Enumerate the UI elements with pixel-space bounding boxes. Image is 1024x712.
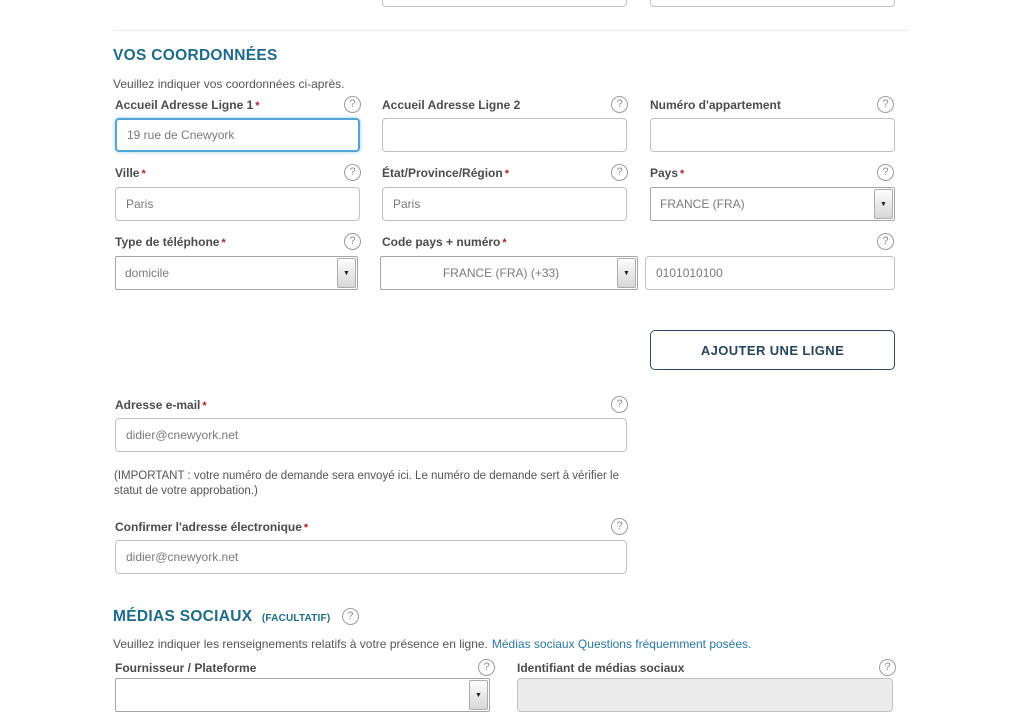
country-select[interactable] (650, 187, 895, 221)
required-asterisk: * (502, 237, 507, 249)
phone-country-code-value: FRANCE (FRA) (+33) (442, 266, 560, 280)
required-asterisk: * (255, 100, 260, 112)
email-input[interactable] (115, 418, 627, 452)
help-icon[interactable]: ? (879, 659, 896, 676)
help-icon[interactable]: ? (611, 164, 628, 181)
address2-label: Accueil Adresse Ligne 2 (382, 98, 521, 112)
help-icon[interactable]: ? (611, 518, 628, 535)
help-icon[interactable]: ? (344, 164, 361, 181)
social-provider-select-value (125, 679, 464, 711)
help-icon[interactable]: ? (342, 608, 359, 625)
required-asterisk: * (504, 168, 509, 180)
partial-input-top-right[interactable] (650, 0, 895, 7)
help-icon[interactable]: ? (877, 233, 894, 250)
apartment-label: Numéro d'appartement (650, 98, 781, 112)
social-provider-select[interactable] (115, 678, 490, 712)
social-section-title-suffix: (FACULTATIF) (261, 613, 331, 624)
phone-country-code-select[interactable] (380, 256, 638, 290)
social-identifier-input[interactable] (517, 678, 893, 712)
partial-input-top-left[interactable] (382, 0, 627, 7)
email-confirm-input[interactable] (115, 540, 627, 574)
contact-section-title: VOS COORDONNÉES (113, 47, 278, 64)
help-icon[interactable]: ? (478, 659, 495, 676)
social-section-title: MÉDIAS SOCIAUX (113, 608, 253, 625)
chevron-down-icon: ▼ (469, 680, 488, 710)
social-section-subtitle: Veuillez indiquer les renseignements relatifs à votre présence en ligne. Médias sociaux Questions fréquemment posées. (113, 637, 752, 651)
help-icon[interactable]: ? (344, 96, 361, 113)
help-icon[interactable]: ? (344, 233, 361, 250)
address2-input[interactable] (382, 118, 627, 152)
state-label: État/Province/Région * (382, 166, 509, 180)
address1-label: Accueil Adresse Ligne 1 * (115, 98, 260, 112)
phone-number-input[interactable] (645, 256, 895, 290)
chevron-down-icon: ▼ (874, 189, 893, 219)
required-asterisk: * (303, 522, 309, 534)
help-icon[interactable]: ? (877, 96, 894, 113)
social-faq-link[interactable]: Médias sociaux Questions fréquemment posées. (491, 637, 752, 651)
social-section-title-row (113, 608, 359, 626)
required-asterisk: * (202, 400, 207, 412)
section-divider (113, 30, 908, 31)
required-asterisk: * (141, 168, 146, 180)
apartment-input[interactable] (650, 118, 895, 152)
phone-type-select-value: domicile (125, 266, 170, 280)
contact-section-subtitle: Veuillez indiquer vos coordonnées ci-après. (113, 77, 345, 91)
help-icon[interactable]: ? (877, 164, 894, 181)
add-line-button[interactable]: AJOUTER UNE LIGNE (650, 330, 895, 370)
phone-type-label: Type de téléphone * (115, 235, 226, 249)
country-select-value: FRANCE (FRA) (660, 197, 745, 211)
country-label: Pays * (650, 166, 685, 180)
help-icon[interactable]: ? (611, 96, 628, 113)
email-confirm-label: Confirmer l'adresse électronique * (115, 520, 309, 534)
chevron-down-icon: ▼ (617, 258, 636, 288)
city-label: Ville * (115, 166, 146, 180)
city-input[interactable] (115, 187, 360, 221)
chevron-down-icon: ▼ (337, 258, 356, 288)
social-provider-label: Fournisseur / Plateforme (115, 661, 257, 675)
required-asterisk: * (680, 168, 685, 180)
required-asterisk: * (221, 237, 226, 249)
phone-type-select[interactable] (115, 256, 358, 290)
help-icon[interactable]: ? (611, 396, 628, 413)
social-identifier-label: Identifiant de médias sociaux (517, 661, 685, 675)
state-input[interactable] (382, 187, 627, 221)
address1-input[interactable] (115, 118, 360, 152)
email-important-note: (IMPORTANT : votre numéro de demande sera envoyé ici. Le numéro de demande sert à vérifier le statut de votre approbation.) (114, 470, 619, 497)
email-label: Adresse e-mail * (115, 398, 207, 412)
phone-code-label: Code pays + numéro * (382, 235, 507, 249)
